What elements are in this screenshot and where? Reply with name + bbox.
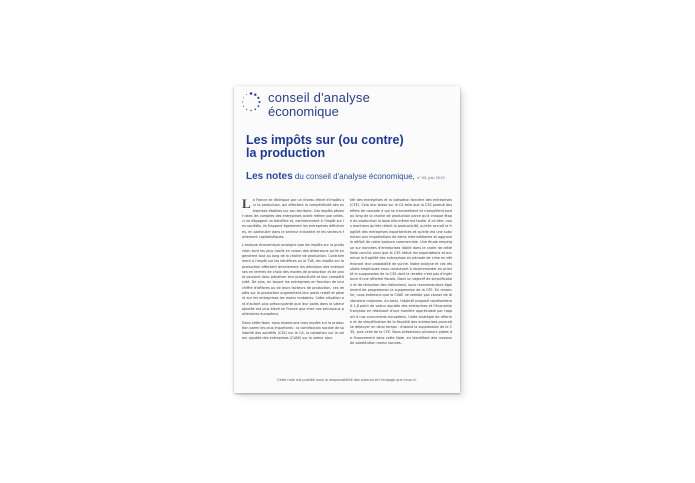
title-line-2: la production: [246, 146, 326, 160]
logo-line-1: conseil d'analyse: [268, 90, 370, 105]
body-column-left: [242, 198, 344, 345]
body-column-right: [350, 198, 452, 349]
cae-logo-wordmark: [268, 91, 370, 118]
title-line-1: Les impôts sur (ou contre): [246, 133, 404, 147]
document-title: [246, 134, 451, 160]
paragraph: tée des entreprises et la cotisation foncière des entreprises (CFE). Cela leur laisse sur le CA telle que la C3S produit des effets de cascade à qui se transmettent et s'amplifient tout au long de la chaîne de production parce qu'à chaque étape de production la base elle-même est taxée. À ce titre, nous montrons qu'elle réduit la productivité, qu'elle accroît la fragilité des entreprises exportatrices et qu'elle est une subvention aux importations de biens intermédiaires et aggrave le déficit de notre balance commerciale. Une étude empirique sur données d'entreprises lisible dans le cadre de cette Note conclut ainsi que la C3S réduit les exportations et accentue la fragilité des entreprises en période de crise en détériorant leur probabilité de survie. Notre analyse et ces résultats empiriques nous conduisent à recommander en priorité la suppression de la C3S dont la recette n'est pas d'ingérence d'une réforme fiscale. Dans un objectif de simplification et de réduction des distorsions, nous recommandons également de programmer la suppression de la CFE. En revanche, nous estimons que la CVAE ne semble pas causer de distorsions majeures. Au total, l'objectif proposé représenterait 1,6 point de valeur ajoutée des entreprises et l'économie française en réduisant d'une manière appréciable par rapport à nos concurrents européens. Cette stratégie de réforme et de simplification de la fiscalité des entreprises pourrait se déployer en deux temps : d'abord la suppression de la C3S, puis celle de la CFE. Nous présentons plusieurs pistes de financement dans cette Note, en identifiant des niveaux de substitution moins nocives.: [350, 198, 453, 346]
series-publisher: du conseil d'analyse économique,: [292, 172, 415, 181]
cae-logo-dots-icon: [240, 91, 262, 113]
series-name: Les notes: [246, 171, 293, 182]
paragraph: L'analyse économique enseigne que les impôts sur la production sont les plus nocifs en raison des distorsions qu'ils engendrent tout au long de la chaîne de production. Contrairement à l'impôt sur les bénéfices ou la TVA, les impôts sur la production affectent directement les décisions des entreprises en termes de choix des modes de production et de prix et peuvent donc pénaliser leur productivité et leur compétitivité. De plus, en taxant les entreprises en fonction de leur chiffre d'affaires ou de leurs facteurs de production, ces impôts sur la production augmentent leur poids relatif et pèsent sur les entreprises les moins rentables. Cette situation est d'autant plus préoccupante que leur poids dans la valeur ajoutée est plus élevé en France que chez nos principaux partenaires européens.: [242, 243, 344, 317]
drop-cap: L: [242, 196, 251, 211]
paragraph-text: a France se distingue par un niveau élevé d'impôts sur la production, qui affectent la compétitivité des entreprises établies sur son territoire. Ces impôts pèsent dans les comptes des entreprises avant même que celles-ci ne dégagent un bénéfice et, contrairement à l'impôt sur les sociétés, ils frappent également les entreprises déficitaires, en particulier dans le secteur industriel et les secteurs fortement capitalistiques.: [242, 198, 344, 240]
paragraph: [242, 198, 344, 240]
document-cover-page: [234, 86, 460, 393]
series-line: [246, 167, 458, 183]
issue-number: n° 53, juin 2019: [416, 175, 445, 180]
page-footer-note: Cette note est publiée sous la responsabilité des auteurs et n'engage que ceux-ci.: [277, 378, 417, 382]
paragraph: Dans cette Note, nous examinons trois impôts sur la production parmi les plus importants : la contribution sociale de solidarité des sociétés (C3S) sur le CA, la cotisation sur la valeur ajoutée des entreprises (CVAE) sur la valeur ajou-: [242, 320, 344, 341]
logo-line-2: économique: [268, 104, 339, 119]
